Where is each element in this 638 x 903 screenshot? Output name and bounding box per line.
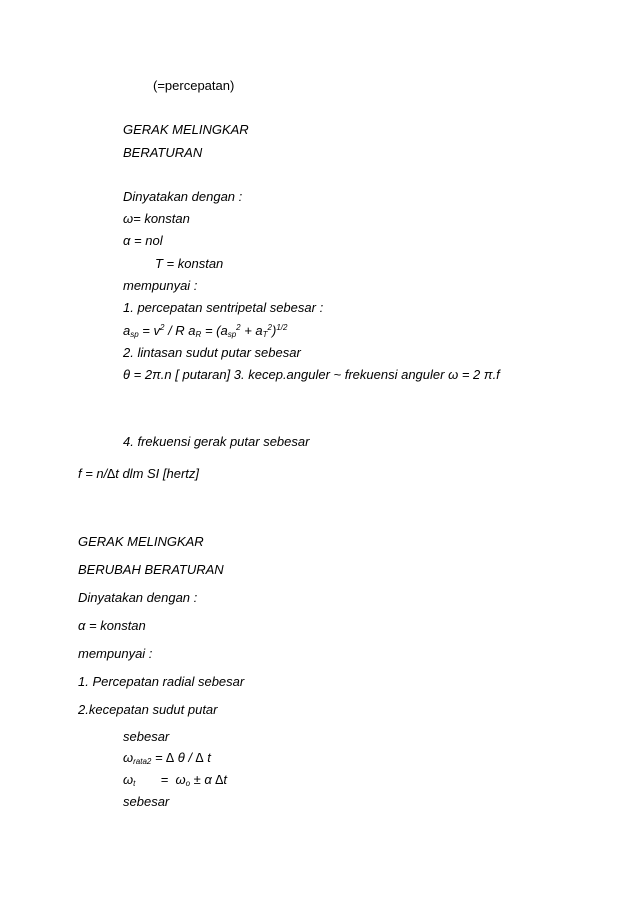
section2-item2: 2.kecepatan sudut putar <box>78 702 218 717</box>
section1-has: mempunyai : <box>123 278 198 293</box>
alpha-nol-line: α = nol <box>123 233 163 248</box>
section2-stated-by: Dinyatakan dengan : <box>78 590 198 605</box>
omega-symbol: ω <box>123 211 134 226</box>
section1-item1: 1. percepatan sentripetal sebesar : <box>123 300 324 315</box>
period-constant-line: T = konstan <box>155 256 224 271</box>
section2-item1: 1. Percepatan radial sebesar <box>78 674 245 689</box>
section1-item2: 2. lintasan sudut putar sebesar <box>123 345 301 360</box>
top-note: (=percepatan) <box>153 78 235 93</box>
omega-t-formula: $\omega_t$ = $\omega_o \pm \alpha$ ∆t <box>123 772 227 788</box>
section1-heading-line1: GERAK MELINGKAR <box>123 122 249 137</box>
section2-alpha-line: α = konstan <box>78 618 146 633</box>
section2-heading-line1: GERAK MELINGKAR <box>78 534 204 549</box>
section1-stated-by: Dinyatakan dengan : <box>123 189 243 204</box>
section1-item4: 4. frekuensi gerak putar sebesar <box>123 434 310 449</box>
section2-heading-line2: BERUBAH BERATURAN <box>78 562 224 577</box>
theta-formula-line: θ = 2π.n [ putaran] 3. kecep.anguler ~ frekuensi anguler ω = 2 π.f <box>123 367 500 382</box>
section2-has: mempunyai : <box>78 646 153 661</box>
section2-sebesar-1: sebesar <box>123 729 170 744</box>
omega-constant-line <box>123 211 190 226</box>
centripetal-formula: $a_{sp} = v^2 / R$ $a_R = (a_{sp}^2 + a_T^2)^{1/2}$ <box>123 323 288 339</box>
section2-sebesar-2: sebesar <box>123 794 170 809</box>
omega-average-formula: $\omega_{rata2}$ = ∆ θ / ∆ t <box>123 750 211 766</box>
section1-heading-line2: BERATURAN <box>123 145 203 160</box>
frequency-formula: f = n/∆t dlm SI [hertz] <box>78 466 200 481</box>
omega-constant-text: = konstan <box>133 211 190 226</box>
